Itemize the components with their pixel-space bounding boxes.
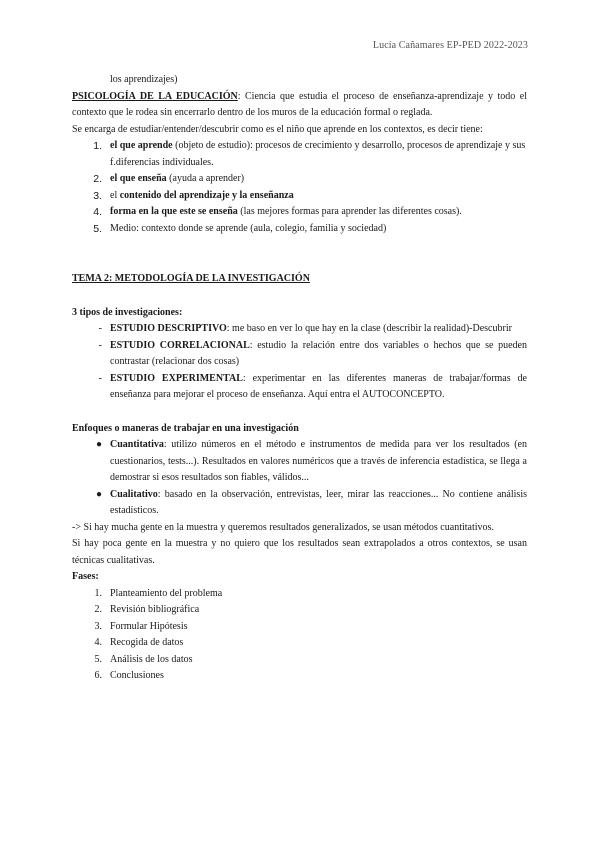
aspect-item — [72, 171, 527, 188]
definition-text: : Ciencia que estudia el proceso de enseñanza-aprendizaje y todo el contexto que le rodea sin encerrarlo dentro de los muros de la educación formal o reglada. — [72, 90, 527, 118]
fase-item — [72, 668, 527, 685]
definition-term: PSICOLOGÍA DE LA EDUCACIÓN — [72, 90, 238, 102]
list-marker: 2. — [94, 604, 102, 615]
aspect-item — [72, 188, 527, 205]
aspect-item — [72, 221, 527, 238]
list-marker: 5. — [94, 653, 102, 665]
aspect-text: (objeto de estudio): procesos de crecimiento y desarrollo, procesos de aprendizaje y sus f.diferencias individuales. — [110, 140, 526, 168]
list-marker: 2. — [93, 173, 102, 185]
definition-paragraph — [72, 89, 527, 122]
list-marker: 4. — [93, 206, 102, 218]
fase-item — [72, 586, 527, 603]
tipo-item — [72, 321, 527, 338]
list-marker: - — [98, 323, 102, 334]
fase-item — [72, 619, 527, 636]
enfoque-text: : basado en la observación, entrevistas, leer, mirar las reacciones... No contiene análisis estadísticos. — [110, 488, 527, 516]
fase-text: Conclusiones — [110, 670, 164, 681]
tipo-bold: ESTUDIO EXPERIMENTAL — [110, 372, 243, 384]
list-marker: 6. — [94, 670, 102, 681]
aspect-text: Medio: contexto donde se aprende (aula, colegio, familia y sociedad) — [110, 222, 387, 234]
list-marker: 1. — [94, 587, 102, 599]
enfoque-bold: Cuantitativa — [110, 439, 164, 450]
enfoque-item — [72, 487, 527, 520]
aspect-text: (las mejores formas para aprender las diferentes cosas). — [237, 206, 462, 217]
fase-text: Análisis de los datos — [110, 653, 193, 665]
fase-text: Revisión bibliográfica — [110, 604, 200, 615]
list-marker: - — [98, 372, 102, 384]
fases-list — [72, 586, 527, 685]
fase-text: Formular Hipótesis — [110, 620, 188, 632]
fases-heading: Fases: — [72, 571, 99, 582]
fase-item — [72, 602, 527, 619]
aspects-list — [72, 138, 527, 237]
list-marker: ● — [95, 488, 102, 500]
encarga-paragraph: Se encarga de estudiar/entender/descubrir como es el niño que aprende en los contextos, es decir tiene: — [72, 123, 483, 135]
aspect-bold: contenido del aprendizaje y la enseñanza — [119, 189, 294, 201]
enfoque-text: : utilizo números en el método e instrumentos de medida para ver los resultados (en cuestionarios, tests...). Resultados en valores numéricos que a través de inferencia estadística, se llega a demostrar si esos resultados son fiables, válidos... — [110, 439, 527, 483]
spacer — [72, 288, 527, 305]
aspect-bold: el que aprende — [110, 140, 173, 151]
list-marker: - — [98, 339, 102, 351]
fase-text: Planteamiento del problema — [110, 587, 223, 599]
note-cuantitativos: -> Si hay mucha gente en la muestra y queremos resultados generalizados, se usan métodos cuantitativos. — [72, 521, 494, 533]
tipo-text: : estudio la relación entre dos variables o hechos que se pueden contrastar (relacionar dos cosas) — [110, 339, 527, 367]
tipo-item — [72, 338, 527, 371]
section-title: TEMA 2: METODOLOGÍA DE LA INVESTIGACIÓN — [72, 273, 310, 284]
list-marker: 4. — [94, 637, 102, 648]
fase-item — [72, 652, 527, 669]
list-marker: ● — [95, 439, 102, 450]
list-marker: 5. — [93, 222, 102, 235]
list-marker: 3. — [94, 620, 102, 632]
spacer — [72, 404, 527, 421]
tipo-bold: ESTUDIO DESCRIPTIVO — [110, 323, 227, 334]
enfoque-bold: Cualitativo — [110, 488, 158, 500]
aspect-lead: el — [110, 189, 120, 201]
tipo-text: : me baso en ver lo que hay en la clase (describir la realidad)-Descubrir — [226, 323, 512, 334]
aspect-bold: forma en la que este se enseña — [110, 206, 238, 217]
enfoques-heading: Enfoques o maneras de trabajar en una investigación — [72, 422, 299, 434]
fase-item — [72, 635, 527, 652]
aspect-item — [72, 138, 527, 171]
tipos-list — [72, 321, 527, 404]
tipo-text: : experimentar en las diferentes maneras de trabajar/formas de enseñanza para mejorar el proceso de enseñanza. Aquí entra el AUTOCONCEPTO. — [110, 372, 527, 400]
enfoques-list — [72, 437, 527, 520]
page-header: Lucía Cañamares EP-PED 2022-2023 — [372, 40, 528, 51]
continuation-line: los aprendizajes) — [110, 74, 178, 85]
tipos-heading: 3 tipos de investigaciones: — [72, 306, 183, 318]
tipo-bold: ESTUDIO CORRELACIONAL — [110, 339, 250, 351]
tipo-item — [72, 371, 527, 404]
list-marker: 1. — [93, 140, 102, 152]
note-cualitativas: Si hay poca gente en la muestra y no quiero que los resultados sean extrapolados a otros contextos, se usan técnicas cualitativas. — [72, 538, 527, 566]
page-content — [72, 72, 527, 685]
fase-text: Recogida de datos — [110, 637, 184, 648]
aspect-bold: el que enseña — [110, 173, 167, 184]
spacer — [72, 237, 527, 271]
aspect-text: (ayuda a aprender) — [166, 173, 245, 184]
aspect-item — [72, 204, 527, 221]
list-marker: 3. — [93, 189, 102, 202]
enfoque-item — [72, 437, 527, 487]
